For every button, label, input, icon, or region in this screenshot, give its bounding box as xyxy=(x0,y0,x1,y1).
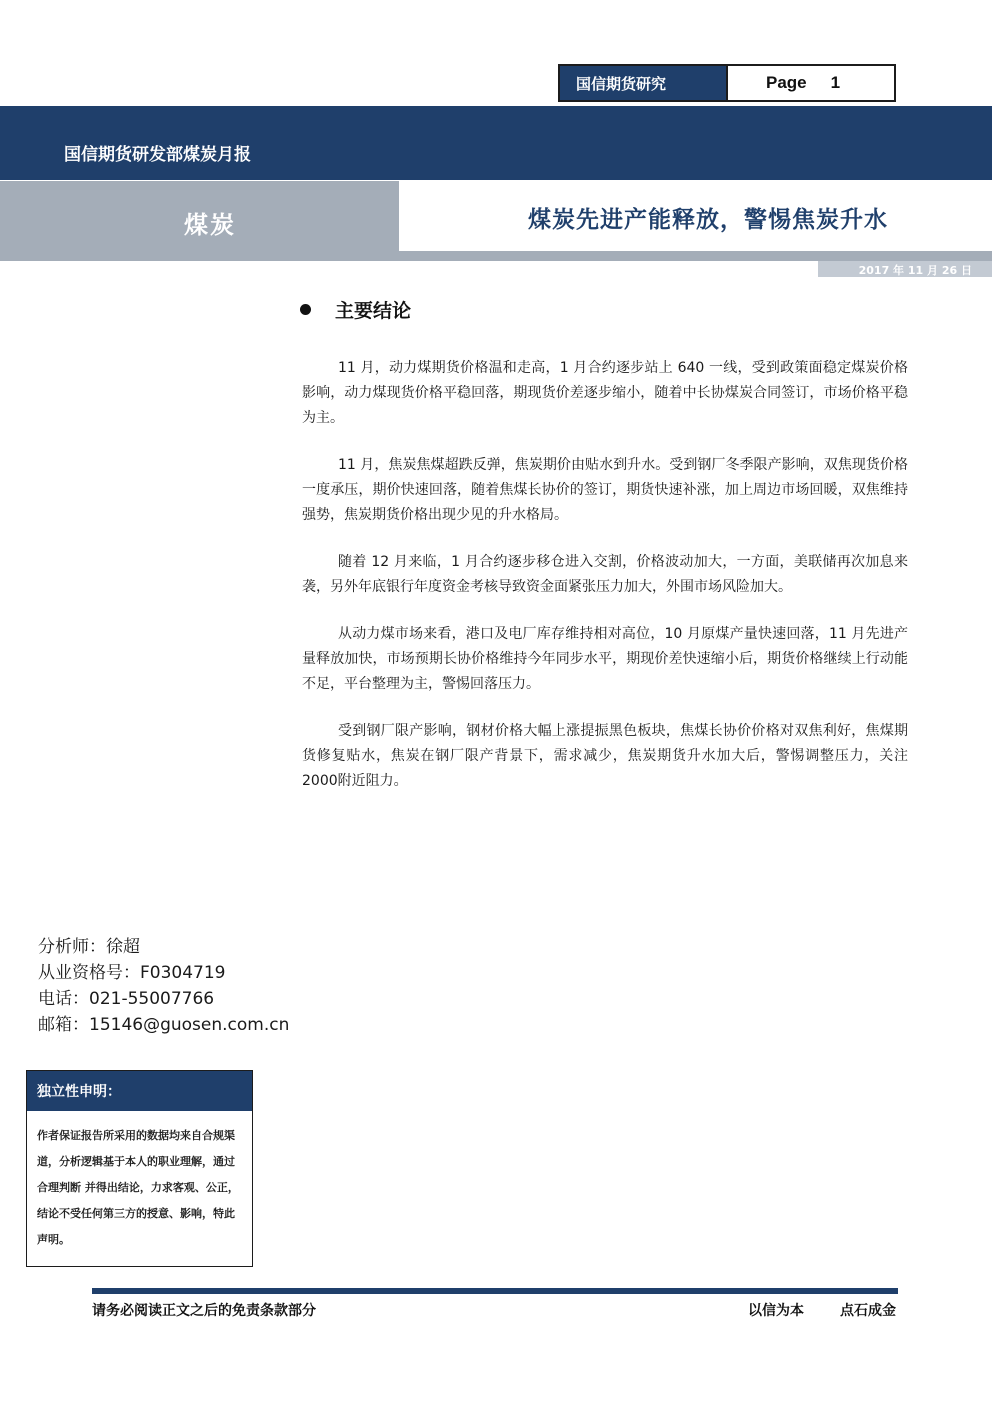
paragraph: 受到钢厂限产影响，钢材价格大幅上涨提振黑色板块，焦煤长协价价格对双焦利好，焦煤期货修复贴水，焦炭在钢厂限产背景下，需求减少，焦炭期货升水加大后，警惕调整压力，关注2000附近阻力。 xyxy=(302,723,908,789)
motto-2: 点石成金 xyxy=(840,1303,896,1319)
report-date: 2017 年 11 月 26 日 xyxy=(858,264,972,277)
sector-label: 煤炭 xyxy=(184,211,236,239)
section-heading xyxy=(300,296,411,323)
analyst-phone: 电话：021-55007766 xyxy=(38,989,215,1009)
paragraph: 随着 12 月来临，1 月合约逐步移仓进入交割，价格波动加大，一方面，美联储再次加息来袭，另外年底银行年度资金考核导致资金面紧张压力加大，外围市场风险加大。 xyxy=(302,554,908,595)
paragraph: 从动力煤市场来看，港口及电厂库存维持相对高位，10 月原煤产量快速回落，11 月先进产量释放加快，市场预期长协价格维持今年同步水平，期现价差快速缩小后，期货价格继续上行动能不足，平台整理为主，警惕回落压力。 xyxy=(302,626,908,692)
footer-motto xyxy=(748,1300,896,1320)
page-label: Page xyxy=(766,73,807,92)
paragraph: 11 月，焦炭焦煤超跌反弹，焦炭期价由贴水到升水。受到钢厂冬季限产影响，双焦现货价格一度承压，期价快速回落，随着焦煤长协价的签订，期货快速补涨，加上周边市场回暖，双焦维持强势，焦炭期货价格出现少见的升水格局。 xyxy=(302,457,908,523)
paragraph: 11 月，动力煤期货价格温和走高，1 月合约逐步站上 640 一线，受到政策面稳定煤炭价格影响，动力煤现货价格平稳回落，期现货价差逐步缩小，随着中长协煤炭合同签订，市场价格平稳为主。 xyxy=(302,360,908,426)
bullet-icon xyxy=(300,304,311,315)
divider-band xyxy=(0,251,992,261)
headline: 煤炭先进产能释放，警惕焦炭升水 xyxy=(528,207,888,233)
section-title: 主要结论 xyxy=(335,300,412,322)
analyst-info xyxy=(38,934,289,1038)
footer-rule xyxy=(92,1288,898,1294)
declaration-title: 独立性申明： xyxy=(27,1071,252,1111)
header-page xyxy=(728,66,894,100)
sector-band xyxy=(0,181,399,251)
declaration-body: 作者保证报告所采用的数据均来自合规渠道，分析逻辑基于本人的职业理解，通过合理判断 并得出结论，力求客观、公正，结论不受任何第三方的授意、影响，特此声明。 xyxy=(37,1129,239,1246)
report-title-band xyxy=(0,106,992,180)
analyst-license: 从业资格号：F0304719 xyxy=(38,963,226,983)
report-title: 国信期货研发部煤炭月报 xyxy=(64,145,251,165)
header-org: 国信期货研究 xyxy=(560,66,728,100)
independence-declaration xyxy=(26,1070,253,1267)
header-box xyxy=(558,64,896,102)
analyst-email[interactable]: 邮箱：15146@guosen.com.cn xyxy=(38,1015,290,1035)
conclusion-body xyxy=(302,356,908,816)
page-number: 1 xyxy=(830,73,841,92)
analyst-name: 分析师：徐超 xyxy=(38,937,140,957)
motto-1: 以信为本 xyxy=(748,1303,804,1319)
footer-disclaimer: 请务必阅读正文之后的免责条款部分 xyxy=(92,1303,316,1319)
headline-band xyxy=(400,181,992,251)
date-strip xyxy=(818,261,992,277)
